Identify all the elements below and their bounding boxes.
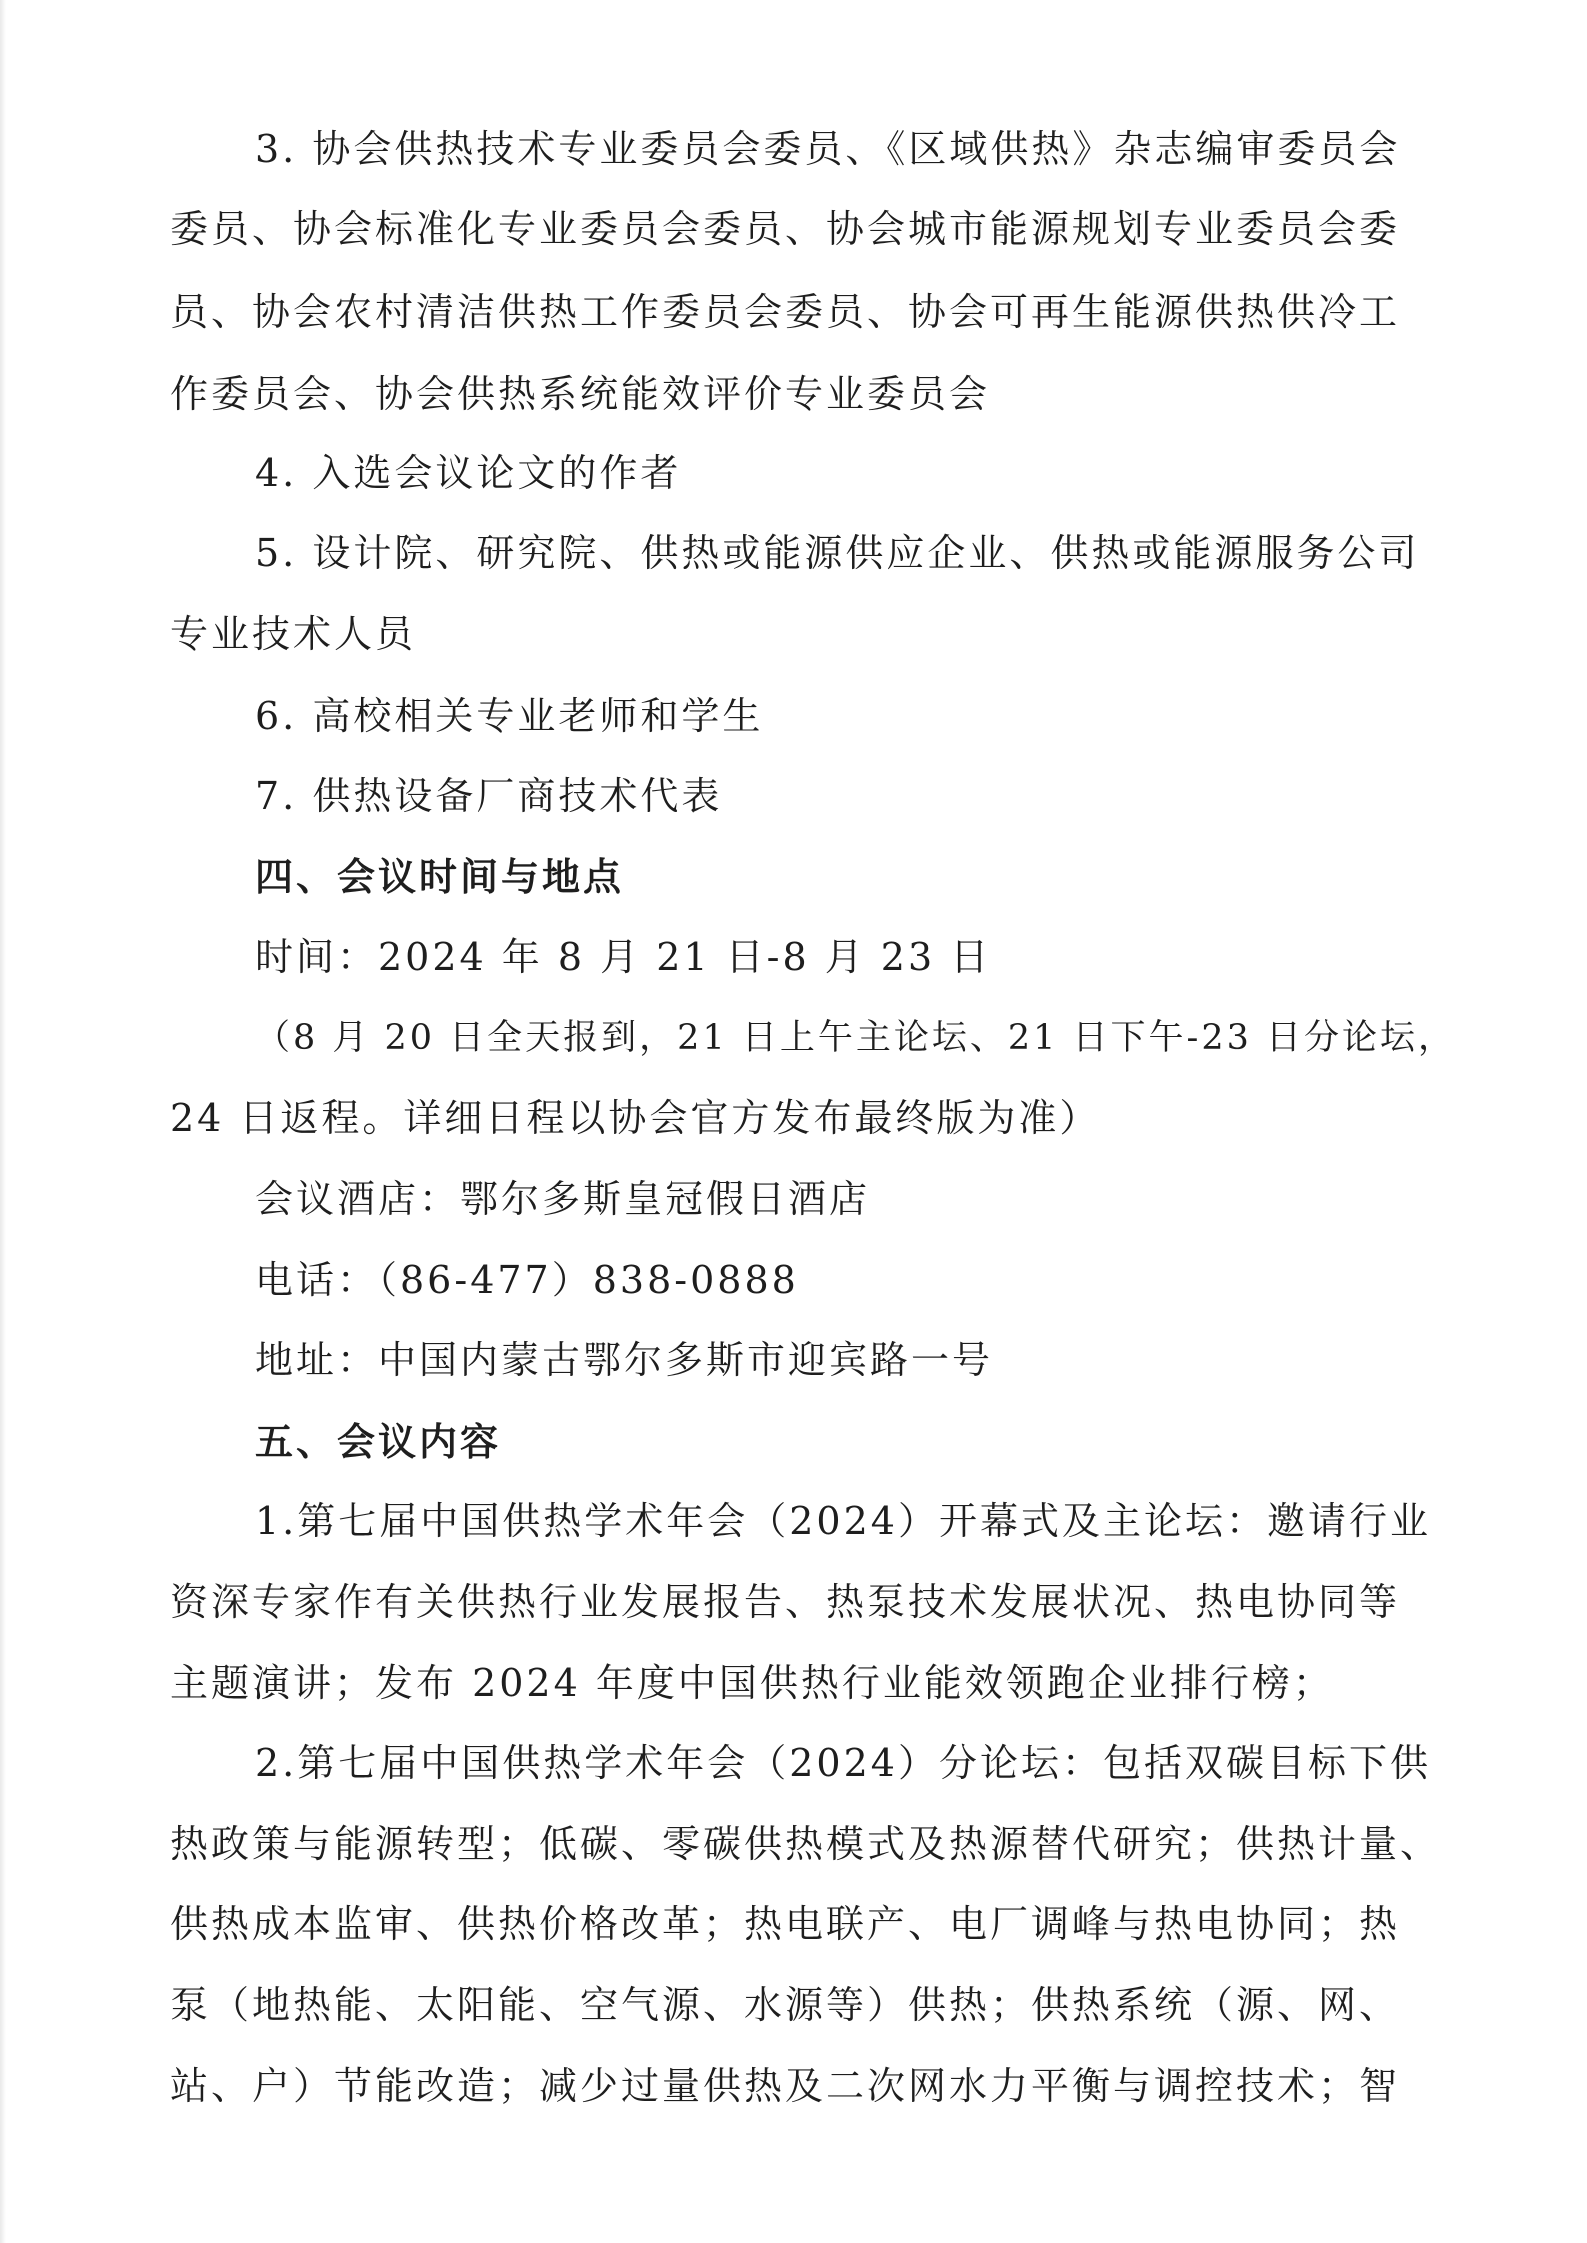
text-line: 5. 设计院、研究院、供热或能源供应企业、供热或能源服务公司 xyxy=(255,531,1420,575)
section-heading: 四、会议时间与地点 xyxy=(255,854,625,899)
text-line: 员、协会农村清洁供热工作委员会委员、协会可再生能源供热供冷工 xyxy=(170,290,1401,334)
text-line: 资深专家作有关供热行业发展报告、热泵技术发展状况、热电协同等 xyxy=(170,1580,1401,1624)
text-line: 供热成本监审、供热价格改革；热电联产、电厂调峰与热电协同；热 xyxy=(170,1902,1401,1946)
text-line: 7. 供热设备厂商技术代表 xyxy=(255,774,723,818)
text-line: 电话：（86-477）838-0888 xyxy=(255,1258,799,1302)
text-line: 24 日返程。详细日程以协会官方发布最终版为准） xyxy=(170,1096,1101,1140)
text-line: 泵（地热能、太阳能、空气源、水源等）供热；供热系统（源、网、 xyxy=(170,1983,1401,2027)
text-line: 主题演讲；发布 2024 年度中国供热行业能效领跑企业排行榜； xyxy=(170,1661,1334,1705)
text-line: 3. 协会供热技术专业委员会委员、《区域供热》杂志编审委员会 xyxy=(255,127,1401,171)
text-line: 作委员会、协会供热系统能效评价专业委员会 xyxy=(170,372,991,416)
section-heading: 五、会议内容 xyxy=(255,1419,502,1464)
text-line: 专业技术人员 xyxy=(170,612,417,656)
scan-edge xyxy=(0,0,6,2243)
text-line: 热政策与能源转型；低碳、零碳供热模式及热源替代研究；供热计量、 xyxy=(170,1822,1442,1866)
text-line: 会议酒店：鄂尔多斯皇冠假日酒店 xyxy=(255,1177,871,1221)
text-line: （8 月 20 日全天报到，21 日上午主论坛、21 日下午-23 日分论坛， xyxy=(255,1018,1456,1058)
text-line: 时间：2024 年 8 月 21 日-8 月 23 日 xyxy=(255,935,992,979)
text-line: 1.第七届中国供热学术年会（2024）开幕式及主论坛：邀请行业 xyxy=(255,1499,1431,1543)
text-line: 4. 入选会议论文的作者 xyxy=(255,451,682,495)
text-line: 站、户）节能改造；减少过量供热及二次网水力平衡与调控技术；智 xyxy=(170,2064,1401,2108)
text-line: 2.第七届中国供热学术年会（2024）分论坛：包括双碳目标下供 xyxy=(255,1741,1431,1785)
text-line: 委员、协会标准化专业委员会委员、协会城市能源规划专业委员会委 xyxy=(170,207,1401,251)
text-line: 地址：中国内蒙古鄂尔多斯市迎宾路一号 xyxy=(255,1338,994,1382)
text-line: 6. 高校相关专业老师和学生 xyxy=(255,694,764,738)
